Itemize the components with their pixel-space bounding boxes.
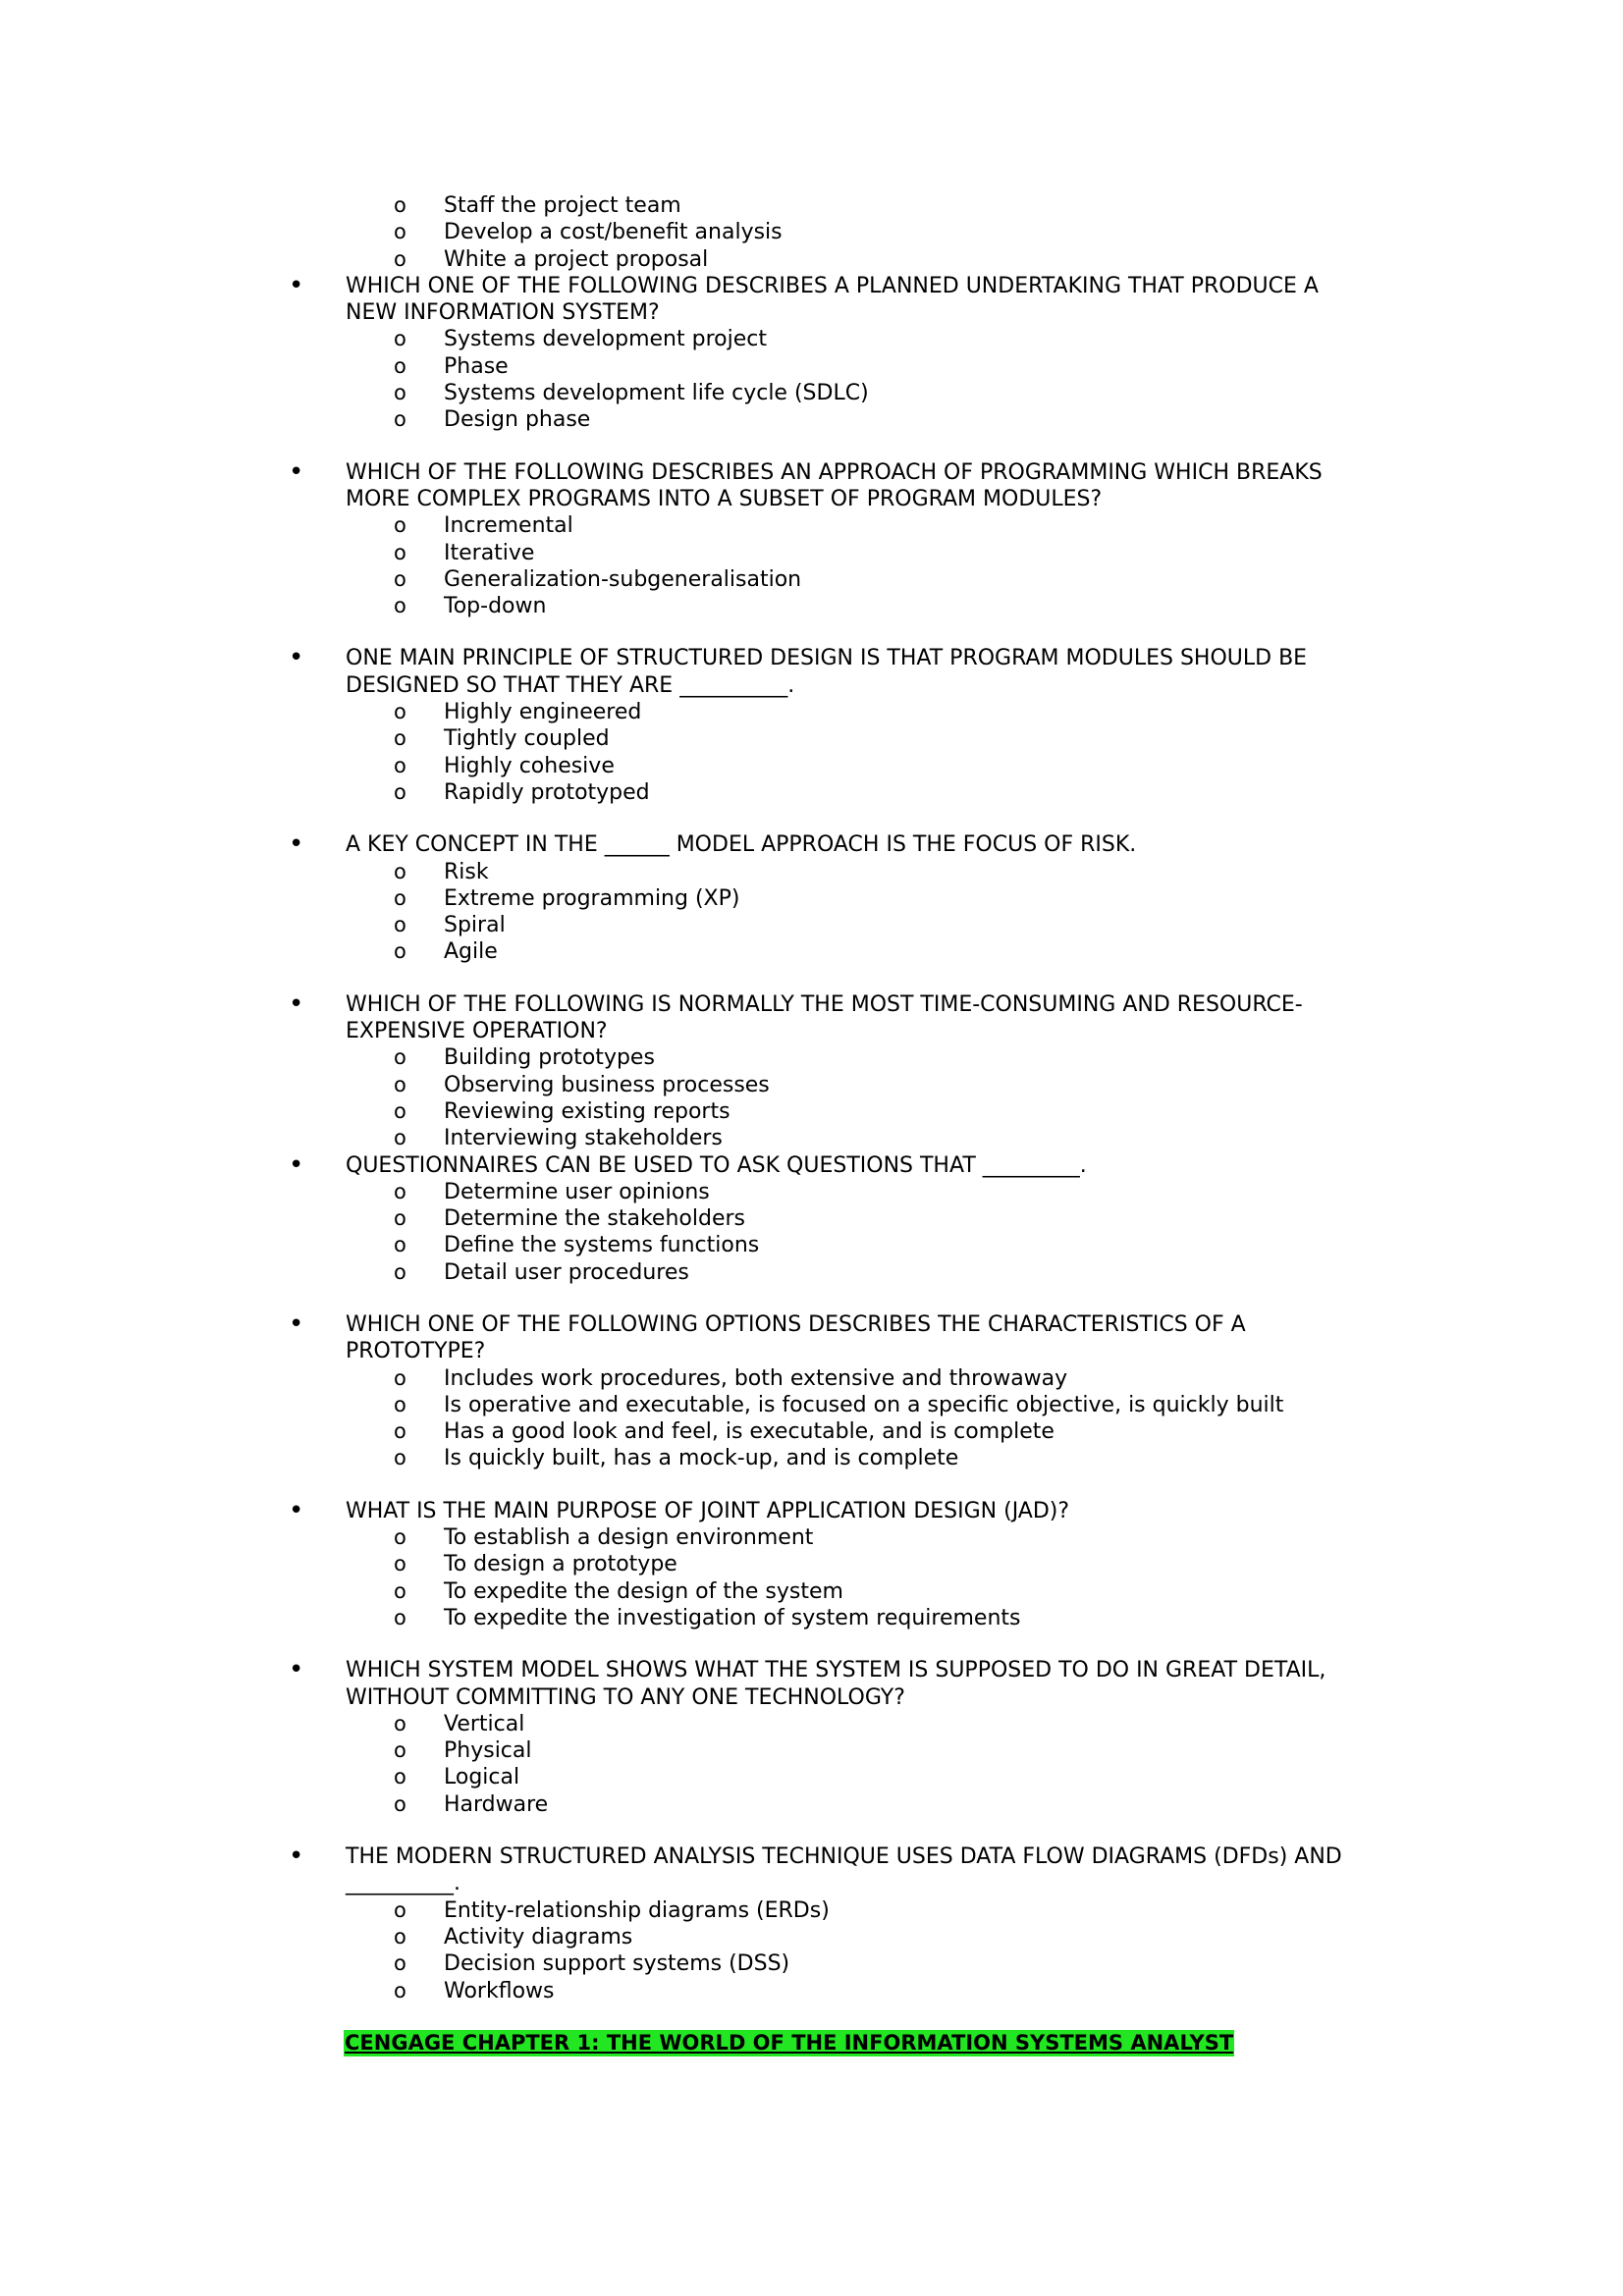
question-line	[0, 299, 1623, 326]
option-item	[0, 1259, 1623, 1286]
option-item	[0, 192, 1623, 219]
paragraph-spacer	[0, 619, 1623, 645]
question-line	[0, 270, 1623, 300]
question-block	[0, 1149, 1623, 1286]
bullet-marker: •	[289, 1655, 304, 1685]
question-block	[0, 1308, 1623, 1472]
bullet-marker: •	[289, 829, 304, 860]
option-item	[0, 1578, 1623, 1605]
option-text: Entity-relationship diagrams (ERDs)	[444, 1897, 830, 1923]
sub-bullet-marker: o	[394, 540, 406, 564]
option-text: Building prototypes	[444, 1045, 655, 1071]
option-item	[0, 1978, 1623, 2004]
sub-bullet-marker: o	[394, 700, 406, 724]
question-line	[0, 486, 1623, 512]
option-text: Develop a cost/benefit analysis	[444, 220, 783, 245]
sub-bullet-marker: o	[394, 1233, 406, 1257]
question-block	[0, 1657, 1623, 1818]
question-text: WITHOUT COMMITTING TO ANY ONE TECHNOLOGY?	[346, 1684, 905, 1710]
paragraph-spacer	[0, 1631, 1623, 1657]
option-text: Physical	[444, 1738, 532, 1764]
option-text: Generalization-subgeneralisation	[444, 566, 802, 592]
option-item	[0, 1551, 1623, 1577]
question-line	[0, 1495, 1623, 1525]
option-item	[0, 779, 1623, 806]
paragraph-spacer	[0, 966, 1623, 991]
bullet-marker: •	[289, 1842, 304, 1872]
option-item	[0, 353, 1623, 380]
option-text: Interviewing stakeholders	[444, 1126, 723, 1151]
bullet-marker: •	[289, 1308, 304, 1339]
question-block	[0, 645, 1623, 806]
option-text: Detail user procedures	[444, 1259, 689, 1285]
question-line	[0, 1018, 1623, 1044]
option-text: To design a prototype	[444, 1552, 677, 1577]
question-text: WHICH OF THE FOLLOWING DESCRIBES AN APPROACH OF PROGRAMMING WHICH BREAKS	[346, 459, 1323, 485]
option-item	[0, 1125, 1623, 1151]
sub-bullet-marker: o	[394, 327, 406, 351]
option-item	[0, 938, 1623, 965]
option-text: Workflows	[444, 1978, 555, 2003]
option-text: Activity diagrams	[444, 1924, 633, 1949]
document-body	[0, 192, 1623, 2056]
option-item	[0, 1605, 1623, 1631]
sub-bullet-marker: o	[394, 1179, 406, 1203]
sub-bullet-marker: o	[394, 1446, 406, 1470]
sub-bullet-marker: o	[394, 1951, 406, 1976]
option-text: Highly engineered	[444, 700, 642, 725]
sub-bullet-marker: o	[394, 1045, 406, 1070]
question-block	[0, 831, 1623, 965]
question-block	[0, 1495, 1623, 1631]
option-text: Systems development life cycle (SDLC)	[444, 381, 869, 406]
sub-bullet-marker: o	[394, 220, 406, 244]
option-item	[0, 1791, 1623, 1818]
question-line	[0, 1684, 1623, 1711]
option-text: Has a good look and feel, is executable, and is complete	[444, 1419, 1055, 1445]
option-item	[0, 1205, 1623, 1232]
option-item	[0, 380, 1623, 406]
question-line	[0, 645, 1623, 671]
sub-bullet-marker: o	[394, 407, 406, 432]
sub-bullet-marker: o	[394, 513, 406, 538]
option-text: Incremental	[444, 513, 573, 539]
paragraph-spacer	[0, 1472, 1623, 1498]
sub-bullet-marker: o	[394, 1711, 406, 1735]
option-text: Decision support systems (DSS)	[444, 1951, 790, 1977]
bullet-marker: •	[289, 270, 304, 300]
option-item	[0, 1445, 1623, 1471]
option-text: Observing business processes	[444, 1072, 770, 1097]
option-text: Tightly coupled	[444, 726, 610, 752]
option-item	[0, 406, 1623, 433]
sub-bullet-marker: o	[394, 193, 406, 217]
question-block	[0, 456, 1623, 620]
paragraph-spacer	[0, 2004, 1623, 2030]
option-text: Top-down	[444, 594, 547, 619]
sub-bullet-marker: o	[394, 1392, 406, 1416]
option-text: Define the systems functions	[444, 1233, 760, 1258]
sub-bullet-marker: o	[394, 859, 406, 883]
option-text: Highly cohesive	[444, 753, 615, 778]
option-text: Spiral	[444, 913, 506, 938]
sub-bullet-marker: o	[394, 246, 406, 271]
sub-bullet-marker: o	[394, 353, 406, 378]
question-text: ONE MAIN PRINCIPLE OF STRUCTURED DESIGN IS THAT PROGRAM MODULES SHOULD BE	[346, 646, 1308, 671]
question-text: WHAT IS THE MAIN PURPOSE OF JOINT APPLICATION DESIGN (JAD)?	[346, 1498, 1070, 1523]
question-block	[0, 1843, 1623, 2004]
option-item	[0, 1072, 1623, 1098]
sub-bullet-marker: o	[394, 1791, 406, 1816]
question-text: MORE COMPLEX PROGRAMS INTO A SUBSET OF PROGRAM MODULES?	[346, 486, 1103, 511]
option-text: Vertical	[444, 1711, 525, 1736]
question-line	[0, 1338, 1623, 1364]
option-item	[0, 1179, 1623, 1205]
chapter-heading-line	[0, 2030, 1623, 2056]
sub-bullet-marker: o	[394, 1978, 406, 2002]
question-text: WHICH ONE OF THE FOLLOWING OPTIONS DESCRIBES THE CHARACTERISTICS OF A	[346, 1311, 1246, 1337]
paragraph-spacer	[0, 434, 1623, 459]
sub-bullet-marker: o	[394, 1098, 406, 1123]
option-text: Agile	[444, 939, 498, 965]
option-item	[0, 1897, 1623, 1924]
question-line	[0, 1308, 1623, 1339]
question-block	[0, 988, 1623, 1152]
sub-bullet-marker: o	[394, 1738, 406, 1763]
option-text: Extreme programming (XP)	[444, 885, 740, 911]
question-line	[0, 988, 1623, 1019]
sub-bullet-marker: o	[394, 1578, 406, 1603]
sub-bullet-marker: o	[394, 1765, 406, 1789]
sub-bullet-marker: o	[394, 913, 406, 937]
option-item	[0, 1365, 1623, 1392]
question-text: __________.	[346, 1871, 460, 1896]
option-text: Staff the project team	[444, 193, 681, 218]
option-item	[0, 566, 1623, 593]
option-text: Iterative	[444, 540, 535, 565]
option-item	[0, 725, 1623, 752]
option-item	[0, 1950, 1623, 1977]
option-text: Phase	[444, 353, 509, 379]
question-text: DESIGNED SO THAT THEY ARE __________.	[346, 672, 795, 698]
sub-bullet-marker: o	[394, 1605, 406, 1629]
sub-bullet-marker: o	[394, 726, 406, 751]
option-item	[0, 1711, 1623, 1737]
question-line	[0, 831, 1623, 858]
question-text: WHICH ONE OF THE FOLLOWING DESCRIBES A PLANNED UNDERTAKING THAT PRODUCE A	[346, 273, 1319, 298]
bullet-marker: •	[289, 1495, 304, 1525]
option-item	[0, 512, 1623, 539]
option-text: To expedite the investigation of system requirements	[444, 1605, 1021, 1630]
bullet-marker: •	[289, 643, 304, 673]
question-line	[0, 1149, 1623, 1180]
paragraph-spacer	[0, 806, 1623, 831]
question-text: QUESTIONNAIRES CAN BE USED TO ASK QUESTIONS THAT _________.	[346, 1152, 1087, 1178]
question-text: A KEY CONCEPT IN THE ______ MODEL APPROACH IS THE FOCUS OF RISK.	[346, 832, 1137, 858]
option-item	[0, 1924, 1623, 1950]
option-item	[0, 1418, 1623, 1445]
paragraph-spacer	[0, 1818, 1623, 1843]
option-text: Systems development project	[444, 327, 767, 352]
sub-bullet-marker: o	[394, 753, 406, 777]
chapter-heading: CENGAGE CHAPTER 1: THE WORLD OF THE INFORMATION SYSTEMS ANALYST	[344, 2030, 1234, 2056]
option-item	[0, 885, 1623, 912]
option-item	[0, 246, 1623, 273]
option-text: Design phase	[444, 407, 591, 433]
sub-bullet-marker: o	[394, 1552, 406, 1576]
option-item	[0, 1524, 1623, 1551]
sub-bullet-marker: o	[394, 1924, 406, 1949]
option-text: White a project proposal	[444, 246, 709, 272]
sub-bullet-marker: o	[394, 1525, 406, 1550]
sub-bullet-marker: o	[394, 939, 406, 964]
bullet-marker: •	[289, 456, 304, 487]
question-line	[0, 1843, 1623, 1870]
option-item	[0, 699, 1623, 725]
sub-bullet-marker: o	[394, 1365, 406, 1390]
sub-bullet-marker: o	[394, 566, 406, 591]
option-text: Rapidly prototyped	[444, 779, 650, 805]
option-text: Risk	[444, 859, 489, 884]
sub-bullet-marker: o	[394, 594, 406, 618]
question-line	[0, 1870, 1623, 1896]
question-text: NEW INFORMATION SYSTEM?	[346, 300, 660, 326]
option-item	[0, 1392, 1623, 1418]
question-block	[0, 270, 1623, 434]
option-text: Is quickly built, has a mock-up, and is complete	[444, 1446, 959, 1471]
option-item	[0, 912, 1623, 938]
option-item	[0, 753, 1623, 779]
option-text: Logical	[444, 1765, 520, 1790]
question-text: WHICH SYSTEM MODEL SHOWS WHAT THE SYSTEM IS SUPPOSED TO DO IN GREAT DETAIL,	[346, 1658, 1326, 1683]
question-line	[0, 672, 1623, 699]
question-line	[0, 1657, 1623, 1683]
option-item	[0, 593, 1623, 619]
option-item	[0, 219, 1623, 245]
question-text: THE MODERN STRUCTURED ANALYSIS TECHNIQUE USES DATA FLOW DIAGRAMS (DFDs) AND	[346, 1844, 1342, 1870]
option-item	[0, 540, 1623, 566]
sub-bullet-marker: o	[394, 779, 406, 804]
option-text: Determine the stakeholders	[444, 1206, 745, 1232]
sub-bullet-marker: o	[394, 885, 406, 910]
option-text: Determine user opinions	[444, 1179, 710, 1204]
option-text: To establish a design environment	[444, 1525, 814, 1551]
question-text: PROTOTYPE?	[346, 1339, 486, 1364]
option-item	[0, 1764, 1623, 1790]
question-text: WHICH OF THE FOLLOWING IS NORMALLY THE MOST TIME-CONSUMING AND RESOURCE-	[346, 991, 1303, 1017]
sub-bullet-marker: o	[394, 1419, 406, 1444]
option-item	[0, 859, 1623, 885]
paragraph-spacer	[0, 1286, 1623, 1311]
option-text: Is operative and executable, is focused on a specific objective, is quickly built	[444, 1392, 1284, 1417]
option-item	[0, 1044, 1623, 1071]
question-line	[0, 456, 1623, 487]
option-item	[0, 1737, 1623, 1764]
sub-bullet-marker: o	[394, 381, 406, 405]
sub-bullet-marker: o	[394, 1206, 406, 1231]
question-text: EXPENSIVE OPERATION?	[346, 1019, 608, 1044]
option-item	[0, 1098, 1623, 1125]
bullet-marker: •	[289, 988, 304, 1019]
sub-bullet-marker: o	[394, 1072, 406, 1096]
sub-bullet-marker: o	[394, 1126, 406, 1150]
option-item	[0, 326, 1623, 352]
option-text: To expedite the design of the system	[444, 1578, 843, 1604]
sub-bullet-marker: o	[394, 1259, 406, 1284]
option-text: Reviewing existing reports	[444, 1098, 730, 1124]
option-text: Hardware	[444, 1791, 549, 1817]
option-text: Includes work procedures, both extensive and throwaway	[444, 1365, 1068, 1391]
bullet-marker: •	[289, 1149, 304, 1180]
option-item	[0, 1232, 1623, 1258]
sub-bullet-marker: o	[394, 1897, 406, 1922]
